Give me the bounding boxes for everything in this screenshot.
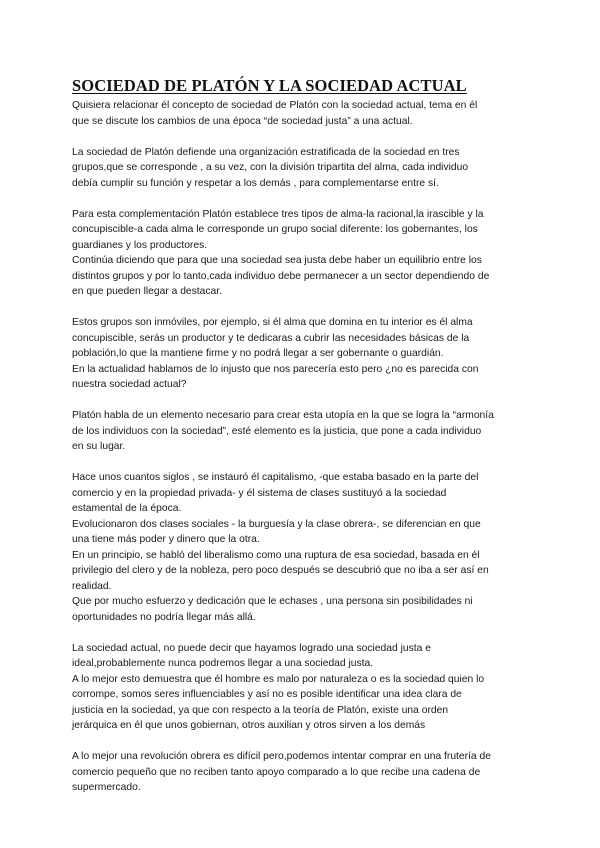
- document-body: [72, 98, 532, 811]
- text-line: A lo mejor una revolución obrera es difícil pero,podemos intentar comprar en una frutería de: [72, 751, 491, 762]
- text-line: concupiscible, serás un productor y te dedicaras a cubrir las necesidades básicas de la: [72, 332, 470, 344]
- paragraph: [72, 408, 532, 455]
- text-line: jerárquica en él que unos gobiernan, otros auxilian y otros sirven a los demás: [72, 720, 426, 731]
- text-line: de los individuos con la sociedad”, esté elemento es la justicia, que pone a cada individuo: [72, 425, 482, 437]
- paragraph: [72, 145, 532, 192]
- paragraph: [72, 315, 532, 393]
- text-line: en su lugar.: [72, 441, 126, 452]
- document-title: SOCIEDAD DE PLATÓN Y LA SOCIEDAD ACTUAL: [72, 76, 467, 95]
- text-line: Estos grupos son inmóviles, por ejemplo, si él alma que domina en tu interior es él alma: [72, 317, 473, 328]
- text-line: corrompe, somos seres influenciables y así no es posible identificar una idea clara de: [72, 689, 462, 700]
- text-line: una tiene más poder y dinero que la otra.: [72, 534, 260, 545]
- text-line: La sociedad actual, no puede decir que hayamos logrado una sociedad justa e: [72, 642, 431, 654]
- paragraph: [72, 641, 532, 734]
- text-line: guardianes y los productores.: [72, 239, 208, 251]
- text-line: Continúa diciendo que para que una sociedad sea justa debe haber un equilibrio entre los: [72, 255, 482, 266]
- text-line: Evolucionaron dos clases sociales - la burguesía y la clase obrera-, se diferencian en que: [72, 518, 481, 530]
- text-line: en que pueden llegar a destacar.: [72, 286, 222, 297]
- text-line: grupos,que se corresponde , a su vez, con la división tripartita del alma, cada individuo: [72, 162, 469, 173]
- text-line: justicia en la sociedad, ya que con respecto a la teoría de Platón, existe una orden: [72, 704, 449, 716]
- paragraph: [72, 98, 532, 129]
- text-line: privilegio del clero y de la nobleza, pero poco después se descubrió que no iba a ser así en: [72, 565, 489, 576]
- text-line: estamental de la época.: [72, 503, 182, 514]
- text-line: Platón habla de un elemento necesario para crear esta utopía en la que se logra la “armonía: [72, 410, 494, 421]
- text-line: concupiscible-a cada alma le corresponde un grupo social diferente: los gobernantes, los: [72, 224, 478, 235]
- text-line: supermercado.: [72, 782, 141, 793]
- text-line: nuestra sociedad actual?: [72, 379, 187, 390]
- paragraph: [72, 207, 532, 300]
- text-line: oportunidades no podría llegar más allá.: [72, 611, 256, 623]
- text-line: En un principio, se habló del liberalismo como una ruptura de esa sociedad, basada en él: [72, 549, 480, 561]
- text-line: A lo mejor esto demuestra que él hombre es malo por naturaleza o es la sociedad quien lo: [72, 673, 485, 685]
- text-line: debía cumplir su función y respetar a los demás , para complementarse entre sí.: [72, 177, 439, 189]
- text-line: comercio pequeño que no reciben tanto apoyo comparado a lo que recibe una cadena de: [72, 766, 481, 778]
- paragraph: [72, 470, 532, 625]
- text-line: En la actualidad hablamos de lo injusto que nos parecería esto pero ¿no es parecida con: [72, 363, 479, 375]
- text-line: distintos grupos y por lo tanto,cada individuo debe permanecer a un sector dependiendo de: [72, 270, 490, 282]
- text-line: población,lo que la mantiene firme y no podrá llegar a ser gobernante o guardián.: [72, 348, 444, 359]
- text-line: Quisiera relacionar él concepto de sociedad de Platón con la sociedad actual, tema en él: [72, 100, 478, 111]
- text-line: Que por mucho esfuerzo y dedicación que le echases , una persona sin posibilidades ni: [72, 596, 473, 607]
- text-line: que se discute los cambios de una época “de sociedad justa” a una actual.: [72, 115, 413, 127]
- text-line: Hace unos cuantos siglos , se instauró él capitalismo, -que estaba basado en la parte del: [72, 472, 479, 483]
- paragraph: [72, 749, 532, 796]
- text-line: La sociedad de Platón defiende una organización estratificada de la sociedad en tres: [72, 146, 460, 158]
- text-line: ideal,probablemente nunca podremos llegar a una sociedad justa.: [72, 658, 374, 669]
- text-line: Para esta complementación Platón establece tres tipos de alma-la racional,la irascible y la: [72, 208, 484, 220]
- text-line: realidad.: [72, 580, 112, 592]
- text-line: comercio y en la propiedad privada- y él sistema de clases sustituyó a la sociedad: [72, 487, 447, 499]
